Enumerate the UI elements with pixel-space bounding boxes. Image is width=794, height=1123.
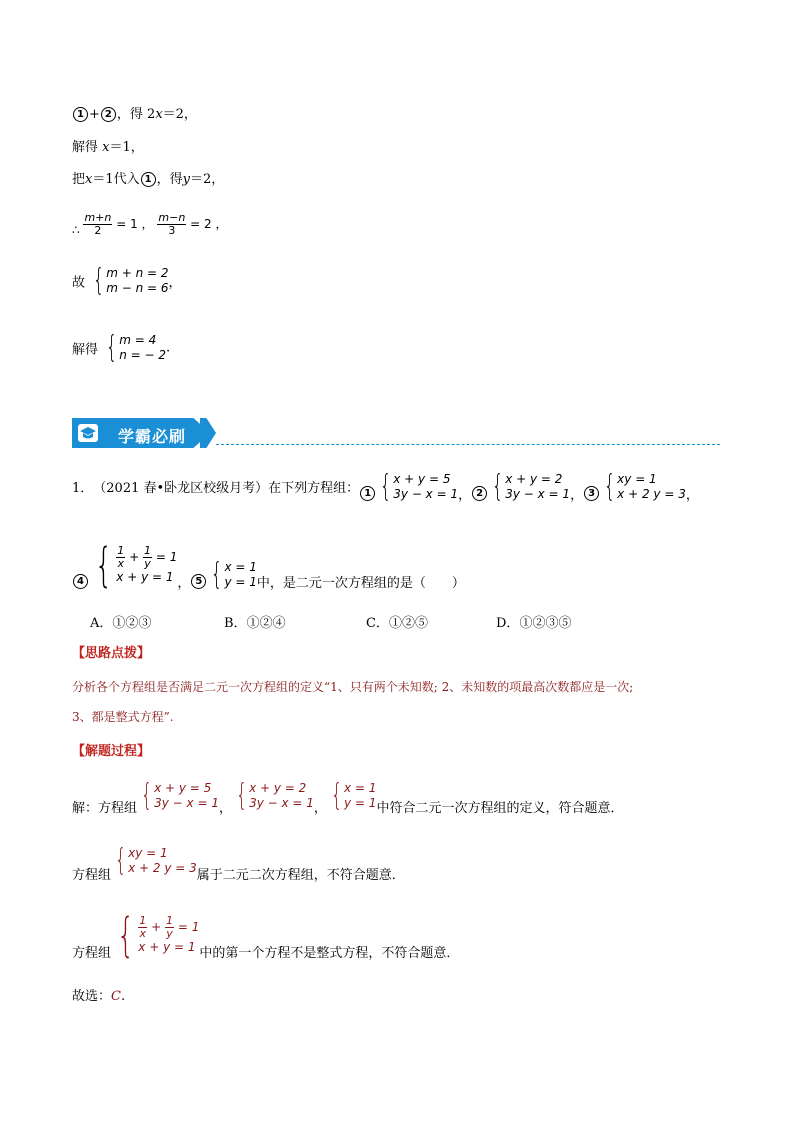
option-d[interactable]: D．①②③⑤	[496, 616, 572, 631]
graduation-cap-icon	[78, 424, 98, 442]
section-divider	[216, 444, 720, 445]
solution-system-5: { x = 1 y = 1	[330, 777, 377, 813]
circled-3-q: 3	[584, 486, 599, 501]
circled-1-q: 1	[360, 486, 375, 501]
line-substitute: 把x＝1代入 1 ，得y＝2，	[72, 172, 225, 187]
option-a[interactable]: A．①②③	[90, 616, 152, 631]
solution-system-2: { x + y = 2 3y − x = 1	[235, 777, 314, 813]
solution-system-4: { $\frac{1}{x}$ + $\frac{1}{y}$ = 1 x + y = 1	[116, 907, 200, 962]
option-c[interactable]: C．①②⑤	[366, 616, 428, 631]
circled-5-q: 5	[191, 574, 206, 589]
solution-answer: 故选：C.	[72, 989, 126, 1004]
system-result: { m = 4 n = − 2	[105, 330, 167, 365]
question-line-2: 4 { $\frac{1}{x}$ + $\frac{1}{y}$ = 1 x + y = 1 ， 5 { x = 1 y = 1 中，是二元一次方程组的是（ ）	[72, 538, 465, 591]
line-solve-x: 解得 x＝1，	[72, 140, 144, 155]
option-b[interactable]: B．①②④	[224, 616, 286, 631]
fraction-m-plus-n: $\frac{m+n}{2}$	[84, 211, 112, 237]
hint-text-1: 分析各个方程组是否满足二元一次方程组的定义“1、只有两个未知数; 2、未知数的项最高次数都应是一次;	[72, 680, 634, 694]
fraction-m-minus-n: $\frac{m-n}{3}$	[158, 211, 186, 237]
solution-line-1: 解：方程组 { x + y = 5 3y − x = 1 ， { x + y = 2 3y − x = 1 ， { x = 1 y = 1 中符合二元一次方程组的定义，符合题意．	[72, 777, 624, 816]
line-system-result: 解得 { m = 4 n = − 2 .	[72, 330, 171, 365]
line-fractions: ∴ $\frac{m+n}{2}$ = 1 ， $\frac{m-n}{3}$ = 2 ，	[72, 211, 228, 237]
solution-system-1: { x + y = 5 3y − x = 1	[140, 777, 219, 813]
solution-system-3: { xy = 1 x + 2 y = 3	[114, 842, 197, 878]
line-system-mn: 故 { m + n = 2 m − n = 6 ，	[72, 263, 182, 298]
circled-1b: 1	[141, 172, 156, 187]
hint-label: 【思路点拨】	[72, 646, 151, 661]
circled-2: 2	[101, 107, 116, 122]
solution-line-2: 方程组 { xy = 1 x + 2 y = 3 属于二元二次方程组，不符合题意．	[72, 842, 405, 883]
line-add-equations: 1 + 2 ，得 2x＝2，	[72, 103, 197, 122]
system-5: { x = 1 y = 1	[211, 556, 257, 592]
solution-line-3: 方程组 { $\frac{1}{x}$ + $\frac{1}{y}$ = 1 x + y = 1 中的第一个方程不是整式方程，不符合题意．	[72, 907, 460, 962]
hint-text-2: 3、都是整式方程”.	[72, 710, 174, 724]
solution-label: 【解题过程】	[72, 744, 151, 759]
system-2: { x + y = 2 3y − x = 1	[491, 468, 571, 504]
section-title: 学霸必刷	[118, 427, 187, 446]
circled-4-q: 4	[73, 574, 88, 589]
section-header-arrow	[200, 418, 216, 448]
system-3: { xy = 1 x + 2 y = 3	[603, 468, 686, 504]
system-1: { x + y = 5 3y − x = 1	[379, 468, 459, 504]
question-line-1: 1． （2021 春•卧龙区校级月考）在下列方程组： 1 { x + y = 5 3y − x = 1 ， 2 { x + y = 2 3y − x = 1 ， 3 { xy = 1 x + 2 y = 3 ，	[72, 468, 699, 504]
circled-1: 1	[73, 107, 88, 122]
system-4: { $\frac{1}{x}$ + $\frac{1}{y}$ = 1 x + y = 1	[94, 537, 178, 592]
system-m-n: { m + n = 2 m − n = 6	[92, 263, 169, 298]
circled-2-q: 2	[472, 486, 487, 501]
